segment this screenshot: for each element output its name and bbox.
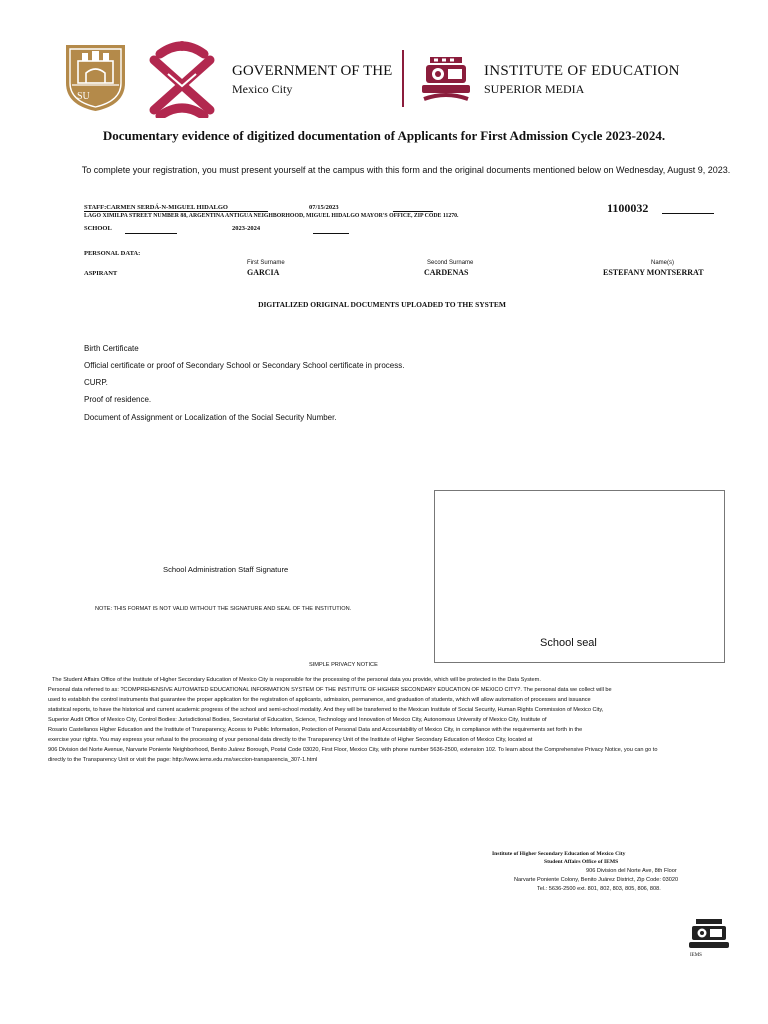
privacy-line: 906 Division del Norte Avenue, Narvarte Poniente Neighborhood, Benito Juárez Borough, Postal Code 03020, First Floor, Mexico City, with phone number 5636-2500, extension 102. To learn about the Comprehensive Privacy Notice, you can go to <box>48 747 658 753</box>
footer-colony: Narvarte Poniente Colony, Benito Juárez District, Zip Code: 03020 <box>514 877 679 883</box>
validity-note: NOTE: THIS FORMAT IS NOT VALID WITHOUT THE SIGNATURE AND SEAL OF THE INSTITUTION. <box>95 606 352 612</box>
document-item: CURP. <box>84 378 108 387</box>
footer-institute: Institute of Higher Secondary Education of Mexico City <box>492 851 626 857</box>
registration-date: 07/15/2023 <box>309 204 339 211</box>
footer-street: 906 Division del Norte Ave, 8th Floor <box>586 868 677 874</box>
institute-line-1: INSTITUTE OF EDUCATION <box>484 63 680 79</box>
document-item: Proof of residence. <box>84 395 152 404</box>
signature-label: School Administration Staff Signature <box>163 565 289 574</box>
privacy-line: statistical reports, to have the historical and current academic progress of the school and semi-school modality. And they will be transferred to the Mexican Institute of Social Security, Human Rights Commission of Mexico City, <box>48 707 604 713</box>
privacy-title: SIMPLE PRIVACY NOTICE <box>309 662 378 668</box>
document-item: Official certificate or proof of Secondary School or Secondary School certificate in process. <box>84 361 405 370</box>
shield-text: SU <box>77 91 90 102</box>
privacy-line: directly to the Transparency Unit or visit the page: http://www.iems.edu.mx/seccion-transparencia_307-1.html <box>48 757 318 763</box>
document-item: Document of Assignment or Localization of the Social Security Number. <box>84 413 337 422</box>
staff-name: STAFF:CARMEN SERDÁ-N-MIGUEL HIDALGO <box>84 204 268 212</box>
second-surname-value: CARDENAS <box>424 268 469 277</box>
school-seal-label: School seal <box>540 637 597 649</box>
gov-line-1: GOVERNMENT OF THE <box>232 63 393 79</box>
shield-logo-icon <box>64 43 127 113</box>
names-value: ESTEFANY MONTSERRAT <box>603 268 704 277</box>
cdmx-logo-icon <box>146 40 218 118</box>
privacy-line: exercise your rights. You may express your refusal to the processing of your personal data directly to the Transparency Unit of the Institute of Higher Secondary Education of Mexico City, located at <box>48 737 533 743</box>
privacy-notice <box>48 675 748 765</box>
documents-heading: DIGITALIZED ORIGINAL DOCUMENTS UPLOADED TO THE SYSTEM <box>258 300 506 309</box>
privacy-line: used to establish the control instruments that guarantee the proper application for the registration of applicants, admission, permanence, and graduation of students, which will allow automation of processes and issuance <box>48 697 591 703</box>
first-surname-value: GARCIA <box>247 268 280 277</box>
footer-phone: Tel.: 5636-2500 ext. 801, 802, 803, 805, 806, 808. <box>537 886 661 892</box>
folio-number: 1100032 <box>607 201 649 215</box>
privacy-line: The Student Affairs Office of the Institute of Higher Secondary Education of Mexico City is responsible for the processing of the personal data you provide, which will be protected in the Data System. <box>52 677 541 683</box>
address-text: LAGO XIMILPA STREET NUMBER 88, ARGENTINA ANTIGUA NEIGHBORHOOD, MIGUEL HIDALGO MAYOR'S OFFICE, ZIP CODE 11270. <box>84 213 459 219</box>
document-item: Birth Certificate <box>84 344 139 353</box>
personal-data-label: PERSONAL DATA: <box>84 250 141 257</box>
school-blank-line <box>125 233 177 234</box>
second-surname-label: Second Surname <box>427 260 474 266</box>
gov-line-2: Mexico City <box>232 82 293 96</box>
privacy-line: Rosario Castellanos Higher Education and the Institute of Transparency, Access to Public Information, Protection of Personal Data and Accountability of Mexico City, in compliance with the requirements set forth in the <box>48 727 583 733</box>
names-label: Name(s) <box>651 260 675 266</box>
iems-logo-icon <box>420 55 472 105</box>
intro-text: To complete your registration, you must present yourself at the campus with this form and the original documents mentioned below on Wednesday, August 9, 2023. <box>81 165 731 175</box>
aspirant-label: ASPIRANT <box>84 270 118 277</box>
iems-footer-logo-icon <box>688 918 730 952</box>
footer-logo-text: IEMS <box>690 953 702 958</box>
cycle-blank-line <box>313 233 349 234</box>
first-surname-label: First Surname <box>247 260 285 266</box>
date-blank-line <box>393 211 433 212</box>
privacy-line: Personal data referred to as: ?COMPREHENSIVE AUTOMATED EDUCATIONAL INFORMATION SYSTEM OF THE INSTITUTE OF HIGHER SECONDARY EDUCATION OF MEXICO CITY?. The personal data we collect will be <box>48 687 612 693</box>
footer-office: Student Affairs Office of IEMS <box>544 859 619 865</box>
institute-line-2: SUPERIOR MEDIA <box>484 82 585 96</box>
cycle-text: 2023-2024 <box>232 225 261 232</box>
page-title: Documentary evidence of digitized documentation of Applicants for First Admission Cycle 2023-2024. <box>102 128 666 143</box>
header-divider <box>402 50 404 107</box>
school-label: SCHOOL <box>84 225 112 232</box>
folio-blank-line <box>662 213 714 214</box>
privacy-line: Superior Audit Office of Mexico City, Control Bodies: Jurisdictional Bodies, Secretariat of Education, Science, Technology and Innovation of Mexico City, Autonomous University of Mexico City, Institute of <box>48 717 547 723</box>
